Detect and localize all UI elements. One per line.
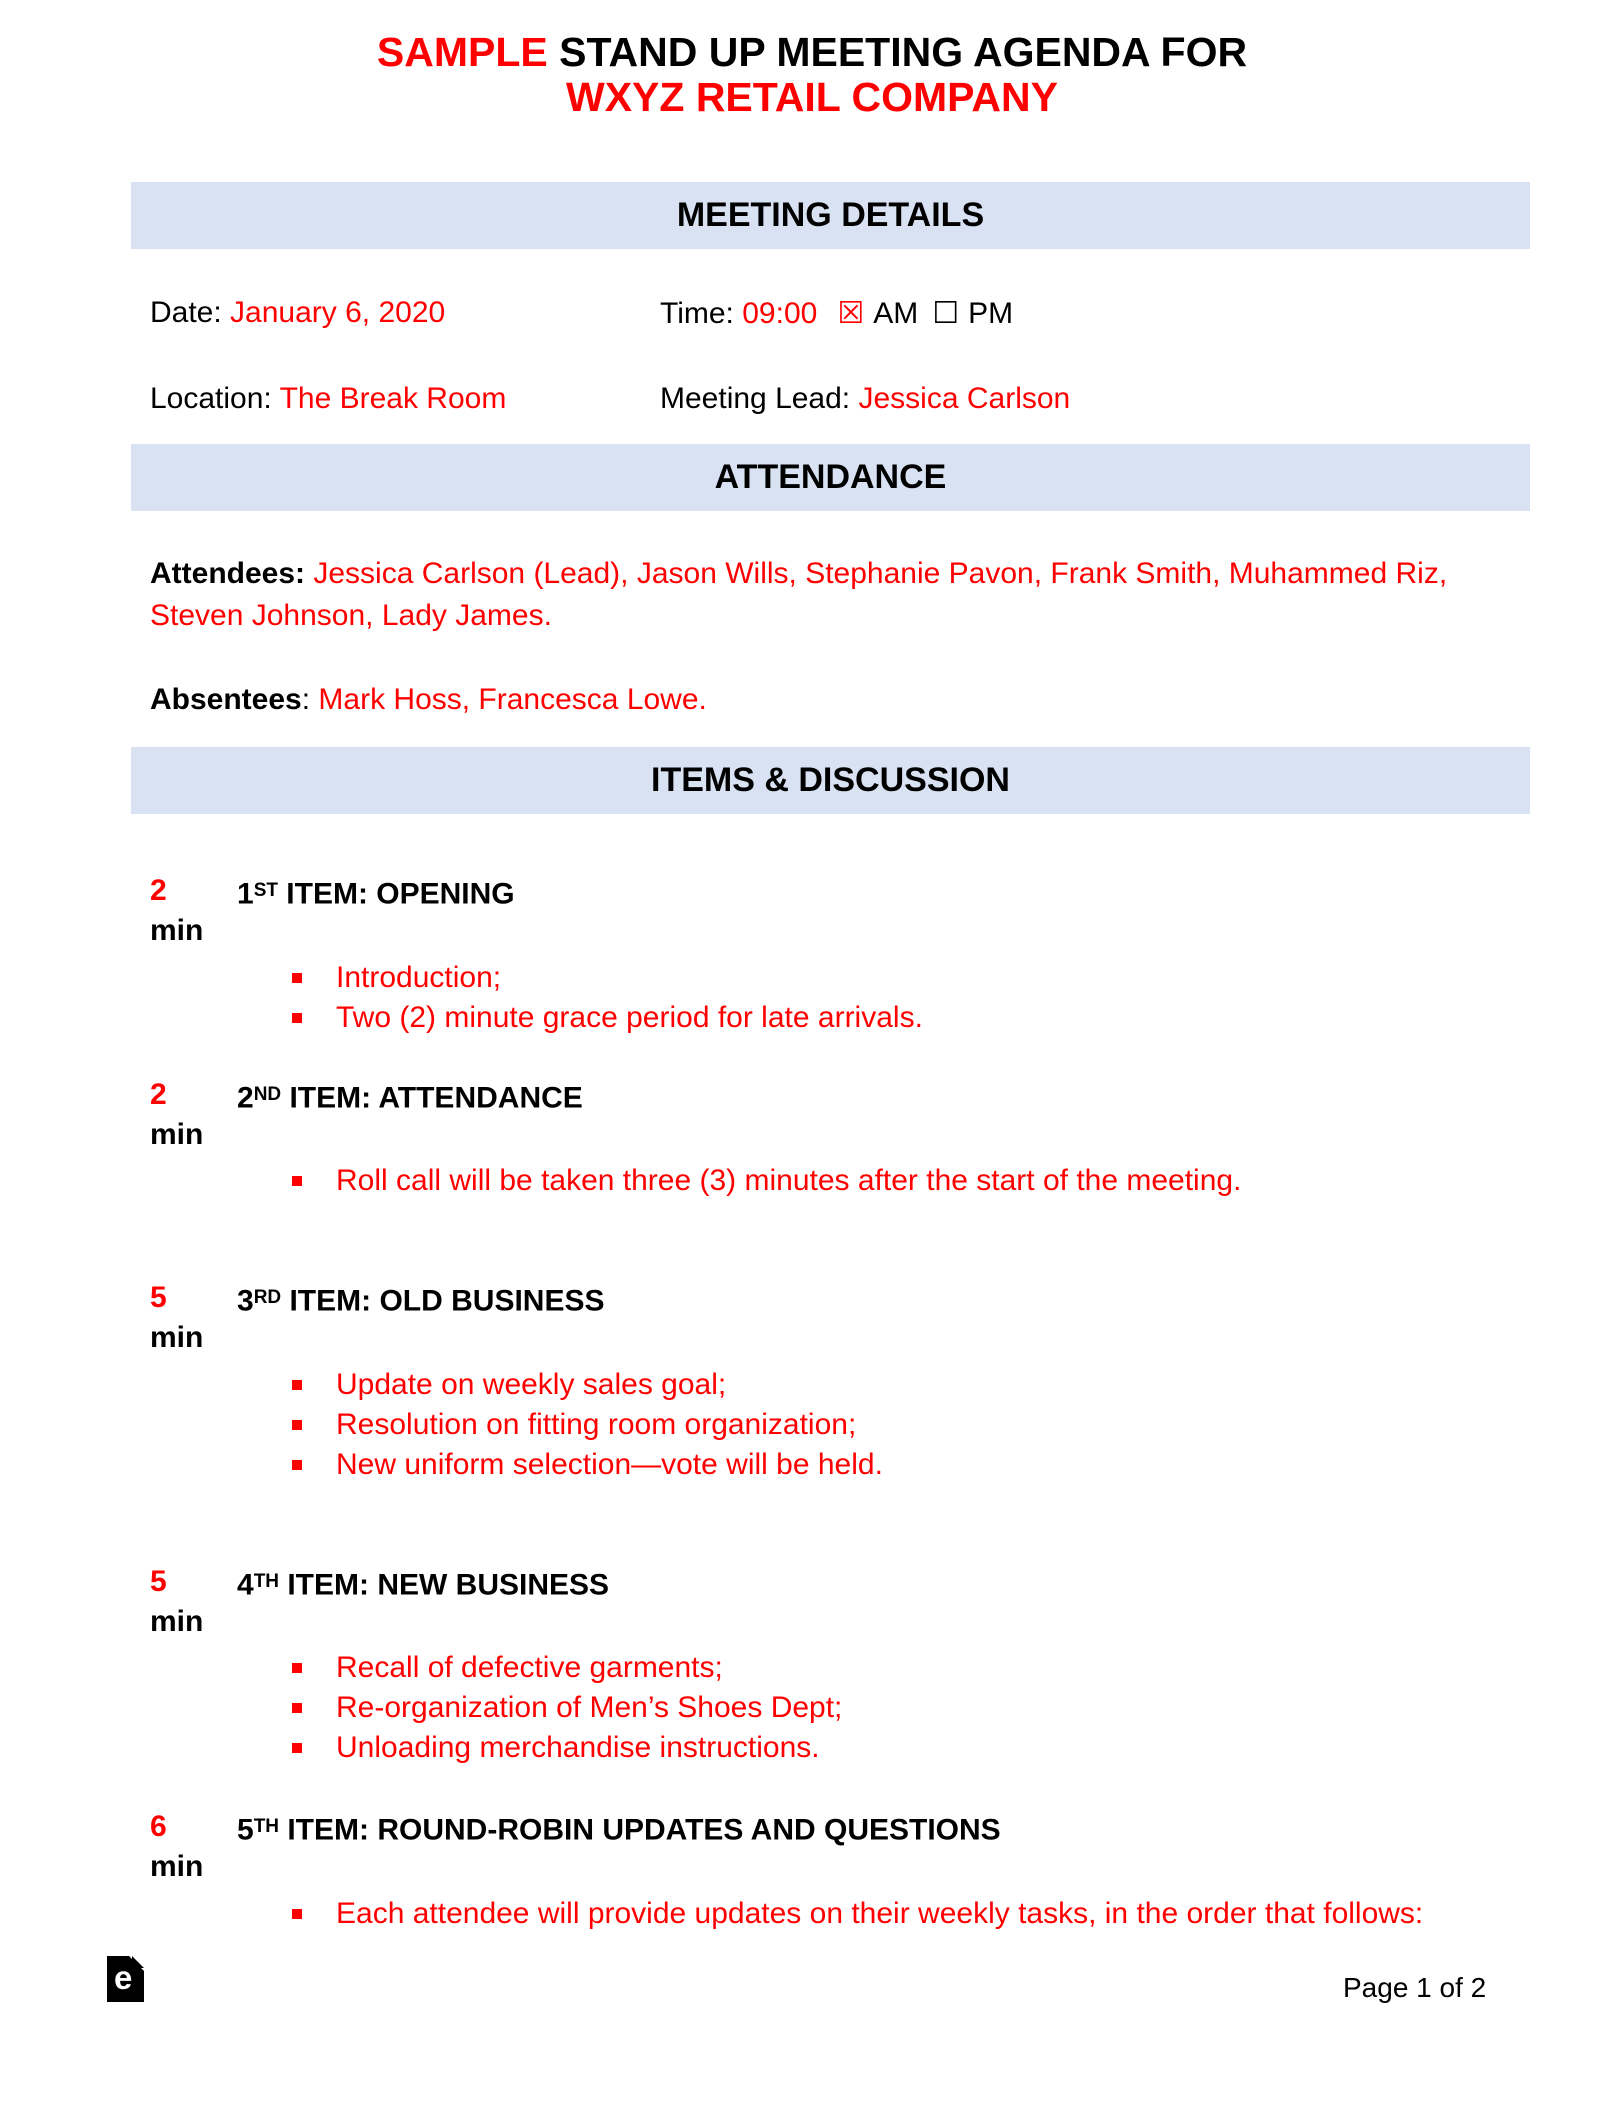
am-label: AM xyxy=(873,297,919,330)
agenda-item-2-min-unit: min xyxy=(150,1117,204,1151)
page-number: Page 1 of 2 xyxy=(1343,1972,1487,2003)
agenda-item-3-ordinal: 3 xyxy=(237,1284,254,1318)
agenda-item-3-heading xyxy=(237,1281,1624,1319)
meeting-details-section xyxy=(150,296,1624,416)
agenda-item-5-heading-text: ITEM: ROUND-ROBIN UPDATES AND QUESTIONS xyxy=(279,1813,1001,1847)
date-value: January 6, 2020 xyxy=(230,296,446,329)
attendees-value: Jessica Carlson (Lead), Jason Wills, Stephanie Pavon, Frank Smith, Muhammed Riz, Steven Johnson, Lady James. xyxy=(150,557,1448,632)
agenda-item-2-bullets xyxy=(237,1161,1624,1201)
bullet-square-icon xyxy=(292,1176,302,1186)
agenda-item-2-ordinal-suffix: ND xyxy=(253,1083,282,1105)
agenda-item-1-minutes: 2 xyxy=(150,874,167,907)
agenda-item-1-heading-text: ITEM: OPENING xyxy=(277,877,515,911)
bullet-text: Introduction; xyxy=(336,960,502,994)
agenda-item-4-bullets xyxy=(237,1648,1624,1768)
agenda-item-1-heading xyxy=(237,874,1624,912)
list-item xyxy=(237,998,1624,1038)
section-header-attendance-label: ATTENDANCE xyxy=(714,458,947,496)
bullet-text: New uniform selection—vote will be held. xyxy=(336,1447,883,1481)
document-title xyxy=(0,0,1624,120)
time-field xyxy=(660,296,1013,331)
agenda-item-1-duration xyxy=(150,874,237,1038)
items-discussion-section xyxy=(150,874,1624,1934)
agenda-item-3-heading-text: ITEM: OLD BUSINESS xyxy=(281,1284,605,1318)
absentees-label: Absentees xyxy=(150,683,302,716)
agenda-item-2-ordinal: 2 xyxy=(237,1081,254,1115)
bullet-square-icon xyxy=(292,1743,302,1753)
location-lead-row xyxy=(150,382,1624,416)
absentees-separator: : xyxy=(301,683,319,716)
bullet-square-icon xyxy=(292,973,302,983)
agenda-item-3-content xyxy=(237,1281,1624,1485)
bullet-square-icon xyxy=(292,1420,302,1430)
agenda-item-5-duration xyxy=(150,1810,237,1934)
meeting-lead-field xyxy=(660,382,1070,416)
agenda-item-1-bullets xyxy=(237,958,1624,1038)
agenda-item-4-duration xyxy=(150,1565,237,1769)
agenda-item-5-ordinal: 5 xyxy=(237,1813,254,1847)
pm-unchecked-checkbox-icon: ☐ xyxy=(932,296,960,331)
date-time-row xyxy=(150,296,1624,331)
section-header-attendance xyxy=(131,444,1530,511)
agenda-item-1-min-unit: min xyxy=(150,914,204,947)
bullet-square-icon xyxy=(292,1013,302,1023)
agenda-item-4-ordinal-suffix: TH xyxy=(253,1570,280,1592)
agenda-item-4-heading xyxy=(237,1565,1624,1603)
agenda-item-1 xyxy=(150,874,1624,1038)
list-item xyxy=(237,1894,1624,1934)
bullet-text: Unloading merchandise instructions. xyxy=(336,1731,820,1765)
bullet-text: Two (2) minute grace period for late arrivals. xyxy=(336,1000,923,1034)
list-item xyxy=(237,1688,1624,1728)
absentees-paragraph xyxy=(150,679,1540,721)
bullet-square-icon xyxy=(292,1703,302,1713)
bullet-square-icon xyxy=(292,1909,302,1919)
agenda-item-4-min-unit: min xyxy=(150,1604,204,1638)
agenda-item-4-heading-text: ITEM: NEW BUSINESS xyxy=(279,1568,610,1602)
agenda-item-2-minutes: 2 xyxy=(150,1077,167,1111)
section-header-items-discussion-label: ITEMS & DISCUSSION xyxy=(651,761,1010,799)
agenda-item-3-min-unit: min xyxy=(150,1321,204,1355)
title-sample-word: SAMPLE xyxy=(376,29,548,75)
agenda-item-5 xyxy=(150,1810,1624,1934)
list-item xyxy=(237,1405,1624,1445)
pm-label: PM xyxy=(968,297,1014,330)
agenda-item-5-min-unit: min xyxy=(150,1850,204,1884)
bullet-text: Roll call will be taken three (3) minutes after the start of the meeting. xyxy=(336,1164,1242,1198)
section-header-items-discussion xyxy=(131,747,1530,814)
bullet-text: Each attendee will provide updates on their weekly tasks, in the order that follows: xyxy=(336,1896,1424,1930)
agenda-item-2-duration xyxy=(150,1078,237,1202)
bullet-square-icon xyxy=(292,1663,302,1673)
title-line1-rest: STAND UP MEETING AGENDA FOR xyxy=(547,29,1248,75)
list-item xyxy=(237,1365,1624,1405)
bullet-text: Resolution on fitting room organization; xyxy=(336,1407,857,1441)
absentees-value: Mark Hoss, Francesca Lowe. xyxy=(318,683,707,716)
list-item xyxy=(237,958,1624,998)
agenda-item-1-content xyxy=(237,874,1624,1038)
agenda-item-4-ordinal: 4 xyxy=(237,1568,254,1602)
bullet-square-icon xyxy=(292,1460,302,1470)
list-item xyxy=(237,1161,1624,1201)
agenda-item-5-minutes: 6 xyxy=(150,1810,167,1844)
meeting-lead-label: Meeting Lead: xyxy=(660,382,859,415)
agenda-item-2-heading xyxy=(237,1078,1624,1116)
bullet-text: Update on weekly sales goal; xyxy=(336,1367,727,1401)
location-field xyxy=(150,382,660,416)
section-header-meeting-details-label: MEETING DETAILS xyxy=(676,196,985,234)
eforms-logo-icon xyxy=(107,1956,144,2002)
agenda-item-3-minutes: 5 xyxy=(150,1281,167,1315)
attendees-label: Attendees: xyxy=(150,557,314,590)
bullet-text: Re-organization of Men’s Shoes Dept; xyxy=(336,1691,843,1725)
section-header-meeting-details xyxy=(131,182,1530,249)
title-company-name: WXYZ RETAIL COMPANY xyxy=(566,74,1058,120)
agenda-item-5-bullets xyxy=(237,1894,1624,1934)
date-field xyxy=(150,296,660,331)
time-label: Time: xyxy=(660,297,743,330)
logo-letter: e xyxy=(114,1959,133,1996)
date-label: Date: xyxy=(150,296,231,329)
bullet-square-icon xyxy=(292,1380,302,1390)
time-value: 09:00 xyxy=(742,297,818,330)
location-label: Location: xyxy=(150,382,280,415)
agenda-item-3 xyxy=(150,1281,1624,1485)
agenda-item-2 xyxy=(150,1078,1624,1202)
agenda-item-5-heading xyxy=(237,1810,1624,1848)
am-checked-checkbox-icon: ☒ xyxy=(837,296,865,331)
agenda-item-5-content xyxy=(237,1810,1624,1934)
agenda-item-4 xyxy=(150,1565,1624,1769)
meeting-lead-value: Jessica Carlson xyxy=(858,382,1071,415)
list-item xyxy=(237,1648,1624,1688)
list-item xyxy=(237,1445,1624,1485)
agenda-item-2-content xyxy=(237,1078,1624,1202)
agenda-item-5-ordinal-suffix: TH xyxy=(253,1816,280,1838)
agenda-item-3-ordinal-suffix: RD xyxy=(253,1287,282,1309)
bullet-text: Recall of defective garments; xyxy=(336,1651,723,1685)
agenda-item-4-content xyxy=(237,1565,1624,1769)
agenda-item-3-bullets xyxy=(237,1365,1624,1485)
agenda-item-4-minutes: 5 xyxy=(150,1564,167,1598)
attendees-paragraph xyxy=(150,553,1540,637)
location-value: The Break Room xyxy=(279,382,507,415)
agenda-item-2-heading-text: ITEM: ATTENDANCE xyxy=(281,1081,583,1115)
agenda-item-1-ordinal: 1 xyxy=(237,877,254,911)
list-item xyxy=(237,1728,1624,1768)
agenda-item-3-duration xyxy=(150,1281,237,1485)
agenda-item-1-ordinal-suffix: ST xyxy=(253,880,278,901)
